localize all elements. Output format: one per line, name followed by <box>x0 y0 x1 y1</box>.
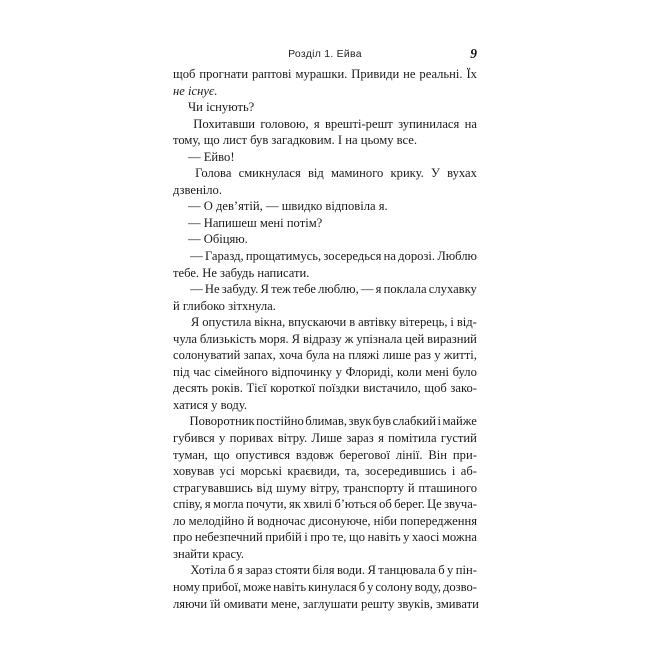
paragraph <box>173 215 477 232</box>
paragraph <box>173 413 477 562</box>
page-number: 9 <box>470 46 477 61</box>
text-line: Чи існують? <box>188 100 255 115</box>
text-line: не існує. <box>173 83 218 98</box>
text-line: Голова смикнулася від маминого крику. У вухах <box>195 166 477 181</box>
paragraph <box>173 314 477 413</box>
text-line: ховував усі морські краєвиди, та, зосередившись і аб- <box>173 464 477 479</box>
paragraph <box>173 99 477 116</box>
paragraph <box>173 66 477 99</box>
text-line: страгувавшись від шуму вітру, транспорту й пташиного <box>173 480 477 495</box>
text-line: тому, що лист був загадковим. І на цьому все. <box>173 133 418 148</box>
text-line: Похитавши головою, я врешті-решт зупинилася на <box>193 116 477 131</box>
text-line: ло мелодійно й водночас дисонуюче, ніби попередження <box>173 513 477 528</box>
text-line: солонуватий запах, хоча була на пляжі лише раз у житті, <box>173 348 477 363</box>
body-text <box>173 66 477 612</box>
text-line: губився у поривах вітру. Лише зараз я помітила густий <box>173 431 477 446</box>
paragraph <box>173 149 477 166</box>
text-line: Поворотник постійно блимав, звук був слабкий і майже <box>189 414 477 429</box>
paragraph <box>173 562 477 612</box>
text-line: щоб прогнати раптові мурашки. Привиди не реальні. Їх <box>173 67 477 81</box>
paragraph <box>173 231 477 248</box>
running-head <box>173 45 477 63</box>
text-line: Я опустила вікна, впускаючи в автівку вітерець, і від- <box>190 315 477 330</box>
text-line: — Напишеш мені потім? <box>188 215 323 230</box>
text-line: — Гаразд, прощатимусь, зосередься на дорозі. Люблю <box>190 249 477 264</box>
text-line: — Не забуду. Я теж тебе люблю, — я поклала слухавку <box>190 282 477 297</box>
text-line: десять років. Тієї короткої поїздки вистачило, щоб зако- <box>173 381 477 396</box>
paragraph <box>173 165 477 198</box>
chapter-title: Розділ 1. Ейва <box>288 48 362 60</box>
text-line: туман, що опустився вздовж берегової лінії. Він при- <box>173 447 477 462</box>
text-line: — О дев’ятій, — швидко відповіла я. <box>188 199 388 214</box>
text-line: під час сімейного відпочинку у Флориді, коли мені було <box>173 364 477 379</box>
text-line: й глибоко зітхнула. <box>173 298 276 313</box>
paragraph <box>173 198 477 215</box>
paragraph <box>173 116 477 149</box>
text-line: хатися у воду. <box>173 397 247 412</box>
paragraph <box>173 248 477 281</box>
text-line: чула близькість моря. Я відразу ж упізнала цей виразний <box>173 331 477 346</box>
text-line: співу, я могла почути, як хвилі б’ються об берег. Це звуча- <box>173 497 477 512</box>
text-line: про небезпечний прибій і про те, що навіть у хаосі можна <box>173 530 477 545</box>
paragraph <box>173 281 477 314</box>
text-line: знайти красу. <box>173 546 245 561</box>
text-line: ляючи їй омивати мене, заглушати решту звуків, змивати <box>173 596 479 611</box>
text-line: — Обіцяю. <box>188 232 248 247</box>
text-line: дзвеніло. <box>173 182 222 197</box>
text-line: Хотіла б я зараз стояти біля води. Я танцювала б у пін- <box>190 563 477 578</box>
text-line: — Ейво! <box>188 149 235 164</box>
text-line: ному прибої, може навіть кинулася б у солону воду, дозво- <box>173 579 477 594</box>
text-line: тебе. Не забудь написати. <box>173 265 310 280</box>
